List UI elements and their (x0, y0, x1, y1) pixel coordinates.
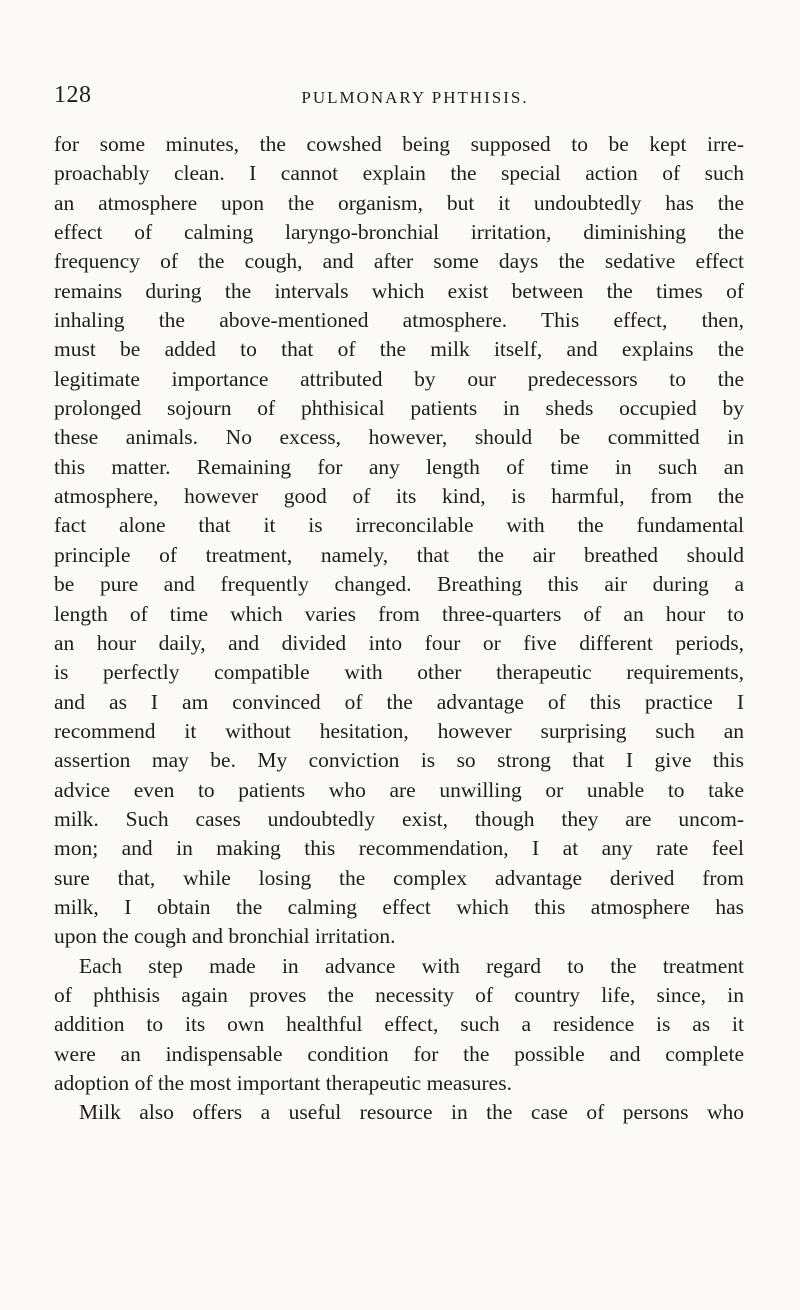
text-line: effect of calming laryngo-bronchial irritation, diminishing the (54, 220, 744, 245)
text-line: remains during the intervals which exist between the times of (54, 278, 744, 303)
running-head (0, 82, 800, 112)
text-line: advice even to patients who are unwilling or unable to take (54, 777, 744, 802)
text-line: sure that, while losing the complex advantage derived from (54, 865, 744, 890)
running-title: PULMONARY PHTHISIS. (301, 88, 529, 107)
text-line: an atmosphere upon the organism, but it undoubtedly has the (54, 190, 744, 215)
page-number: 128 (54, 82, 92, 108)
text-line: length of time which varies from three-quarters of an hour to (54, 601, 744, 626)
text-line: these animals. No excess, however, should be committed in (54, 425, 744, 450)
text-line: is perfectly compatible with other therapeutic requirements, (54, 660, 744, 685)
text-line: prolonged sojourn of phthisical patients in sheds occupied by (54, 396, 744, 421)
body-text (54, 130, 744, 1128)
text-line: principle of treatment, namely, that the air breathed should (54, 542, 744, 567)
paragraph-first-line: Each step made in advance with regard to the treatment (79, 953, 744, 978)
text-line: were an indispensable condition for the possible and complete (54, 1041, 744, 1066)
text-line: atmosphere, however good of its kind, is harmful, from the (54, 484, 744, 509)
text-line: of phthisis again proves the necessity of country life, since, in (54, 982, 744, 1007)
text-line: proachably clean. I cannot explain the special action of such (54, 161, 744, 186)
text-line: assertion may be. My conviction is so strong that I give this (54, 748, 744, 773)
text-line: legitimate importance attributed by our predecessors to the (54, 366, 744, 391)
text-line: must be added to that of the milk itself, and explains the (54, 337, 744, 362)
text-line: fact alone that it is irreconcilable with the fundamental (54, 513, 744, 538)
text-line: milk. Such cases undoubtedly exist, though they are uncom- (54, 806, 744, 831)
text-line: for some minutes, the cowshed being supposed to be kept irre- (54, 132, 744, 156)
text-line: frequency of the cough, and after some days the sedative effect (54, 249, 744, 274)
text-line: be pure and frequently changed. Breathing this air during a (54, 572, 744, 597)
text-line: inhaling the above-mentioned atmosphere. This effect, then, (54, 308, 744, 333)
text-line: recommend it without hesitation, however surprising such an (54, 718, 744, 743)
text-line: this matter. Remaining for any length of time in such an (54, 454, 744, 479)
text-line: mon; and in making this recommendation, I at any rate feel (54, 836, 744, 861)
text-line: addition to its own healthful effect, such a residence is as it (54, 1012, 744, 1037)
paragraph-last-line: adoption of the most important therapeutic measures. (54, 1071, 512, 1095)
text-line: milk, I obtain the calming effect which this atmosphere has (54, 894, 744, 919)
paragraph-first-line: Milk also offers a useful resource in the case of persons who (79, 1100, 744, 1125)
text-line: an hour daily, and divided into four or five different periods, (54, 630, 744, 655)
text-line: and as I am convinced of the advantage of this practice I (54, 689, 744, 714)
paragraph-last-line: upon the cough and bronchial irritation. (54, 924, 396, 949)
